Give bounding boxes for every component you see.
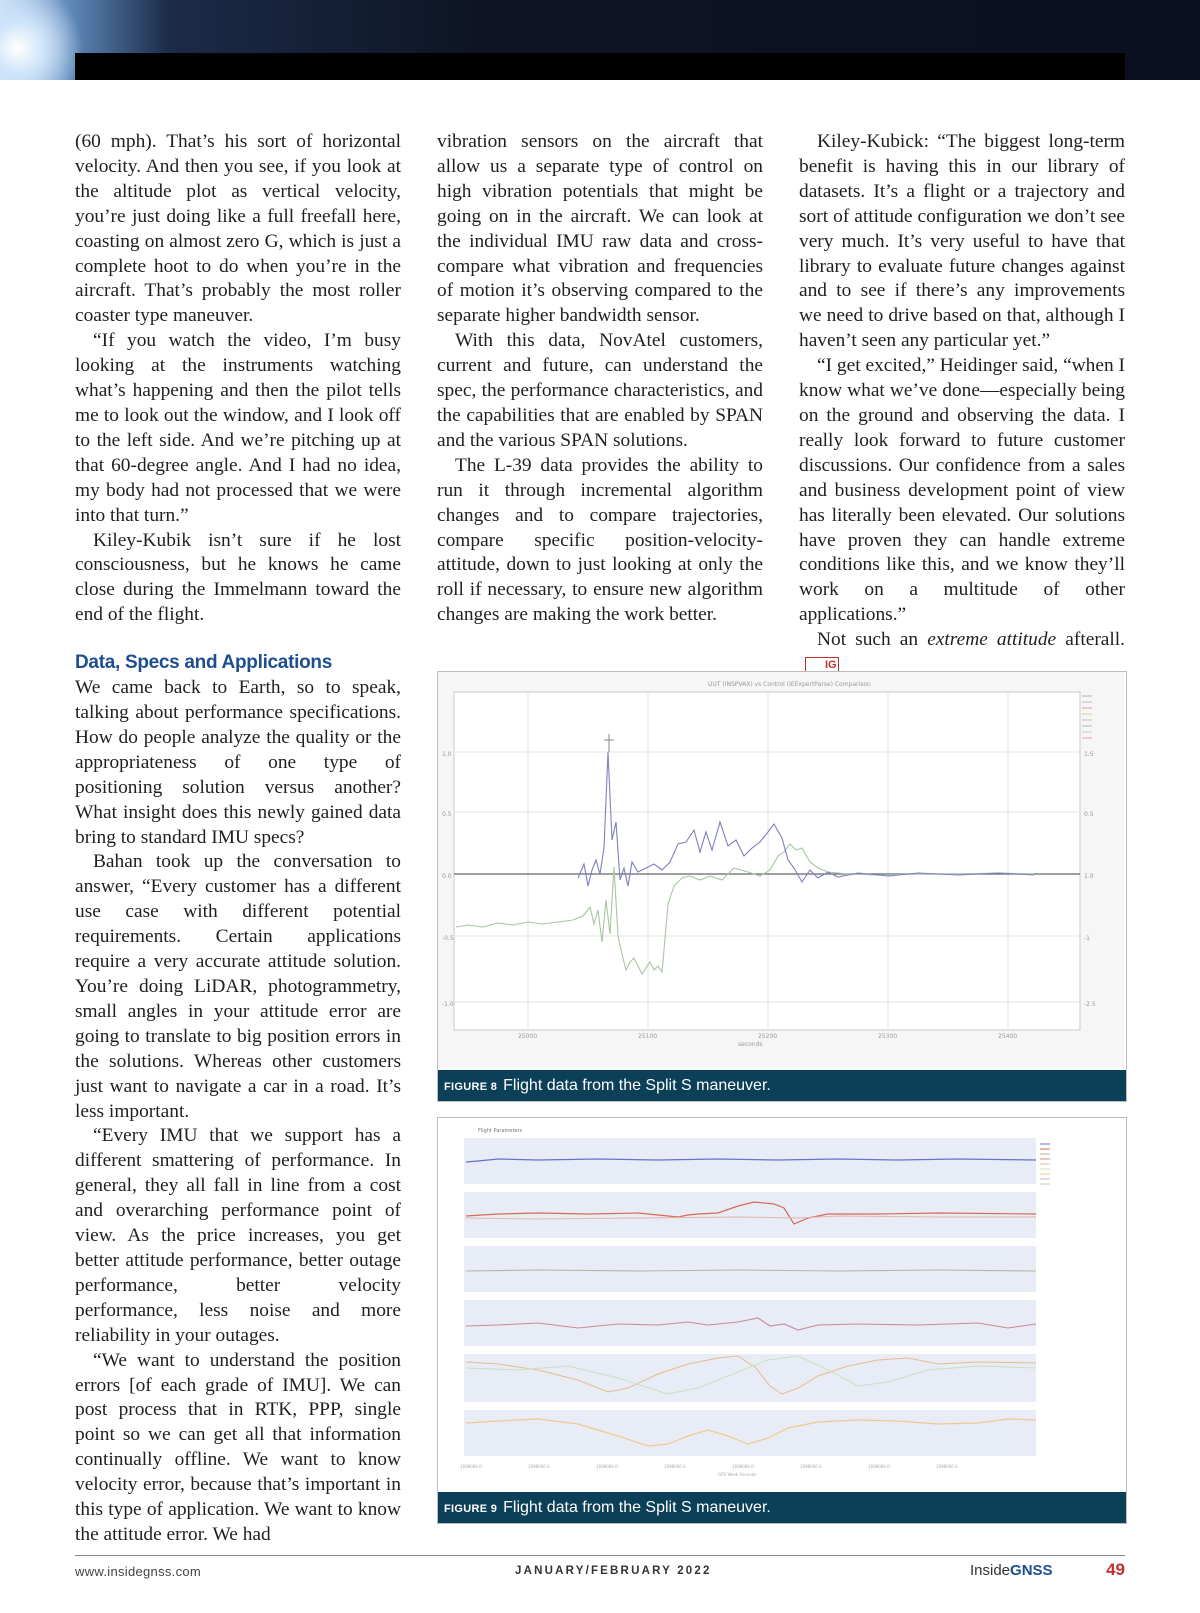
svg-text:25400: 25400	[998, 1033, 1018, 1040]
svg-text:seconds: seconds	[738, 1041, 763, 1048]
svg-text:1698000.0: 1698000.0	[596, 1464, 618, 1469]
article-column-1	[75, 130, 401, 1548]
svg-text:25300: 25300	[878, 1033, 898, 1040]
footer-date: JANUARY/FEBRUARY 2022	[515, 1565, 712, 1577]
header-band	[75, 53, 1125, 80]
closing-suffix: afterall.	[1056, 629, 1126, 651]
svg-text:1.5: 1.5	[1084, 751, 1094, 758]
paragraph: We came back to Earth, so to speak, talking about performance specifications. How do people analyze the quality or the appropriateness of one type of positioning solution versus another? What insight does this newly gained data bring to standard IMU specs?	[75, 677, 401, 848]
svg-text:25100: 25100	[638, 1033, 658, 1040]
paragraph: vibration sensors on the aircraft that allow us a separate type of control on high vibration potentials that might be going on in the aircraft. We can look at the individual IMU raw data and cross-compare what vibration and frequencies of motion it’s observing compared to the separate higher bandwidth sensor.	[437, 131, 763, 327]
paragraph: “If you watch the video, I’m busy looking at the instruments watching what’s happening and then the pilot tells me to look out the window, and I look off to the left side. And we’re pitching up at that 60-degree angle. And I had no idea, my body had not processed that we were into that turn.”	[75, 330, 401, 526]
svg-text:0.0: 0.0	[442, 873, 452, 880]
svg-text:1698000.0: 1698000.0	[868, 1464, 890, 1469]
paragraph: “Every IMU that we support has a different smattering of performance. In general, they all fall in line from a cost and overarching performance point of view. As the price increases, you get better attitude performance, better outage performance, better velocity performance, less noise and more reliability in your outages.	[75, 1125, 401, 1346]
svg-text:UUT (INSPVAX) vs Control (IEEx: UUT (INSPVAX) vs Control (IEExpertParse) Comparison	[708, 681, 871, 688]
svg-text:1698000.0: 1698000.0	[800, 1464, 822, 1469]
brand-suffix: GNSS	[1010, 1562, 1053, 1579]
svg-text:0.5: 0.5	[442, 811, 452, 818]
figure-9-chart	[438, 1118, 1124, 1490]
paragraph: (60 mph). That’s his sort of horizontal velocity. And then you see, if you look at the altitude plot as vertical velocity, you’re just doing like a full freefall here, coasting on almost zero G, which is just a complete hoot to do when you’re in the aircraft. That’s probably the most roller coaster type maneuver.	[75, 131, 401, 327]
paragraph: “We want to understand the position errors [of each grade of IMU]. We can post process that in RTK, PPP, single point so we can get all that information continually offline. We want to know velocity error, because that’s important in this type of application. We want to know the attitude error. We had	[75, 1349, 401, 1545]
article-column-2	[437, 130, 763, 628]
caption-text: Flight data from the Split S maneuver.	[503, 1499, 771, 1516]
svg-text:1698000.0: 1698000.0	[732, 1464, 754, 1469]
closing-emphasis: extreme attitude	[927, 629, 1057, 651]
paragraph: Bahan took up the conversation to answer, “Every customer has a different use case with different potential requirements. Certain applications require a very accurate attitude solution. You’re doing LiDAR, photogrammetry, small angles in your attitude error are going to translate to big position errors in the solutions. Whereas other customers just want to navigate a car in a road. It’s less important.	[75, 851, 401, 1122]
article-column-3	[799, 130, 1125, 678]
svg-text:-1: -1	[1084, 935, 1090, 942]
svg-text:GPS Week Seconds: GPS Week Seconds	[718, 1472, 757, 1477]
figure-8-caption	[438, 1070, 1126, 1101]
svg-text:1.0: 1.0	[1084, 873, 1094, 880]
paragraph: With this data, NovAtel customers, current and future, can understand the spec, the performance characteristics, and the capabilities that are enabled by SPAN and the various SPAN solutions.	[437, 330, 763, 451]
paragraph: “I get excited,” Heidinger said, “when I know what we’ve done—especially being on the ground and observing the data. I really look forward to future customer discussions. Our confidence from a sales and business development point of view has literally been elevated. Our solutions have proven they can handle extreme conditions like this, and we know they’ll work on a multitude of other applications.”	[799, 355, 1125, 626]
svg-text:-0.5: -0.5	[442, 935, 454, 942]
svg-text:Flight Parameters: Flight Parameters	[478, 1128, 523, 1134]
figure-8	[437, 671, 1127, 1102]
page-number: 49	[1106, 1560, 1125, 1579]
caption-text: Flight data from the Split S maneuver.	[503, 1077, 771, 1094]
paragraph: The L-39 data provides the ability to run it through incremental algorithm changes and to compare trajectories, compare specific position-velocity-attitude, down to just looking at only the roll if necessary, to ensure new algorithm changes are making the work better.	[437, 454, 763, 626]
svg-text:1698000.0: 1698000.0	[664, 1464, 686, 1469]
end-mark-icon: IG	[805, 657, 839, 673]
figure-label: FIGURE 8	[444, 1081, 498, 1093]
footer-brand	[970, 1562, 1053, 1579]
figure-9	[437, 1117, 1127, 1524]
paragraph: Kiley-Kubick: “The biggest long-term benefit is having this in our library of datasets. It’s a flight or a trajectory and sort of attitude configuration we don’t see very much. It’s very useful to have that library to evaluate future changes against and to see if there’s any improvements we need to drive based on that, although I haven’t seen any particular yet.”	[799, 131, 1125, 352]
brand-prefix: Inside	[970, 1562, 1011, 1579]
figure-label: FIGURE 9	[444, 1503, 498, 1515]
footer-url: www.insidegnss.com	[75, 1564, 202, 1579]
svg-text:1698000.0: 1698000.0	[528, 1464, 550, 1469]
svg-text:25000: 25000	[518, 1033, 538, 1040]
closing-prefix: Not such an	[817, 629, 928, 651]
svg-text:-1.0: -1.0	[442, 1001, 454, 1008]
svg-text:1698000.0: 1698000.0	[460, 1464, 482, 1469]
svg-text:1698000.0: 1698000.0	[936, 1464, 958, 1469]
svg-text:0.5: 0.5	[1084, 811, 1094, 818]
svg-text:25200: 25200	[758, 1033, 778, 1040]
section-heading: Data, Specs and Applications	[75, 652, 332, 674]
svg-text:1.0: 1.0	[442, 751, 452, 758]
paragraph: Kiley-Kubik isn’t sure if he lost consciousness, but he knows he came close during the Immelmann toward the end of the flight.	[75, 529, 401, 626]
figure-8-chart	[438, 672, 1124, 1068]
page-footer	[75, 1555, 1125, 1586]
figure-9-caption	[438, 1492, 1126, 1523]
svg-text:-2.5: -2.5	[1084, 1001, 1096, 1008]
